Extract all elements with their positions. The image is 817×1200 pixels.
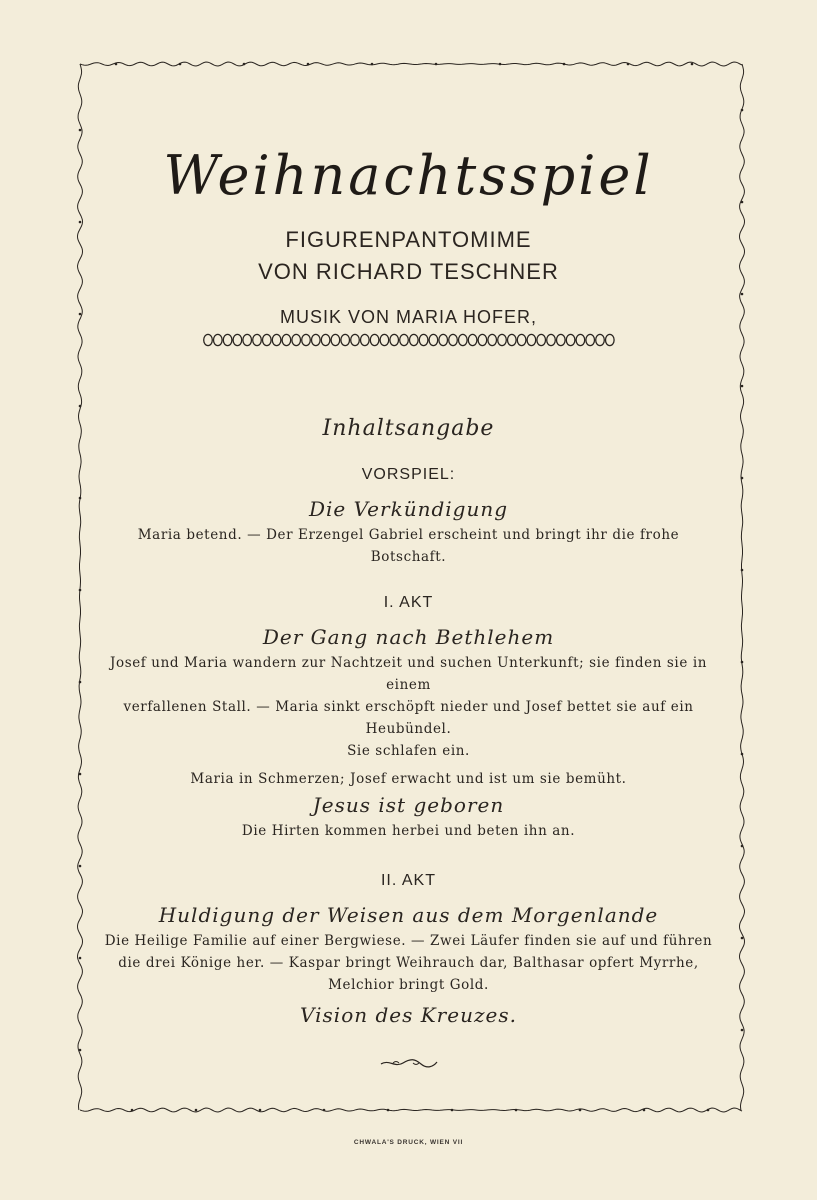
- border-dot: [741, 845, 744, 848]
- music-credit: MUSIK VON MARIA HOFER,: [279, 307, 538, 327]
- border-dot: [741, 753, 744, 756]
- border-dot: [741, 1029, 744, 1032]
- act1-label: I. AKT: [383, 594, 434, 611]
- border-dot: [451, 1109, 454, 1112]
- ornament-oval: [399, 334, 408, 345]
- act2-text-line3: Melchior bringt Gold.: [328, 977, 489, 993]
- act2-label: II. AKT: [380, 872, 436, 889]
- ornament-oval: [448, 334, 457, 345]
- ornament-oval: [419, 334, 428, 345]
- document-body: [100, 120, 717, 1070]
- ornament-oval: [213, 334, 222, 345]
- border-dot: [79, 865, 82, 868]
- ornament-oval: [331, 334, 340, 345]
- ornament-oval: [458, 334, 467, 345]
- border-dot: [79, 129, 82, 132]
- ornament-oval: [233, 334, 242, 345]
- border-dot: [79, 773, 82, 776]
- border-dot: [179, 63, 182, 66]
- ornament-oval: [429, 334, 438, 345]
- border-dot: [741, 201, 744, 204]
- border-dot: [741, 569, 744, 572]
- overview-heading: Inhaltsangabe: [322, 416, 495, 441]
- border-dot: [387, 1109, 390, 1112]
- border-dot: [259, 1109, 262, 1112]
- border-dot: [79, 957, 82, 960]
- act1-text-line4: Maria in Schmerzen; Josef erwacht und ist um sie bemüht.: [190, 771, 627, 787]
- ornament-oval: [380, 334, 389, 345]
- ornament-oval: [527, 334, 536, 345]
- act2-scene-title: Huldigung der Weisen aus dem Morgenlande: [158, 903, 659, 927]
- act1-text-line5: Die Hirten kommen herbei und beten ihn an.: [241, 823, 576, 839]
- ornament-oval: [242, 334, 251, 345]
- border-dot: [307, 63, 310, 66]
- act1-scene-title2: Jesus ist geboren: [312, 793, 505, 817]
- border-dot: [741, 293, 744, 296]
- ornament-oval: [546, 334, 555, 345]
- ornament-oval: [536, 334, 545, 345]
- printer-imprint: CHWALA'S DRUCK, WIEN VII: [353, 1139, 464, 1146]
- ornament-oval: [409, 334, 418, 345]
- prelude-text: Maria betend. — Der Erzengel Gabriel erscheint und bringt ihr die frohe Botschaft.: [137, 527, 680, 565]
- closing-flourish: [379, 1056, 439, 1070]
- prelude-label: VORSPIEL:: [361, 466, 456, 483]
- ornament-oval: [321, 334, 330, 345]
- ornament-oval: [487, 334, 496, 345]
- act1-text-line3: Sie schlafen ein.: [347, 743, 470, 759]
- border-dot: [243, 63, 246, 66]
- border-dot: [627, 63, 630, 66]
- subtitle-line2: VON RICHARD TESCHNER: [258, 259, 559, 284]
- ornament-oval: [350, 334, 359, 345]
- subtitle-line1: FIGURENPANTOMIME: [285, 227, 532, 252]
- ornament-oval: [252, 334, 261, 345]
- act1-scene-title: Der Gang nach Bethlehem: [262, 625, 555, 649]
- border-dot: [579, 1109, 582, 1112]
- ornament-oval: [468, 334, 477, 345]
- ornament-oval: [223, 334, 232, 345]
- ornament-oval: [291, 334, 300, 345]
- border-dot: [323, 1109, 326, 1112]
- border-dot: [691, 63, 694, 66]
- ornament-oval: [282, 334, 291, 345]
- border-dot: [131, 1109, 134, 1112]
- ornament-oval: [272, 334, 281, 345]
- border-dot: [499, 63, 502, 66]
- ornament-oval: [566, 334, 575, 345]
- act1-text-line2: verfallenen Stall. — Maria sinkt erschöpft nieder und Josef bettet sie auf ein Heubündel.: [123, 699, 694, 737]
- border-dot: [79, 405, 82, 408]
- ornament-oval: [301, 334, 310, 345]
- border-dot: [707, 1109, 710, 1112]
- border-dot: [79, 1049, 82, 1052]
- ornament-oval: [576, 334, 585, 345]
- ornament-oval: [203, 334, 212, 345]
- name-ornament-band: [203, 332, 615, 348]
- border-dot: [435, 63, 438, 66]
- act2-text-line1: Die Heilige Familie auf einer Bergwiese. — Zwei Läufer finden sie auf und führen: [104, 933, 713, 949]
- ornament-oval: [497, 334, 506, 345]
- border-dot: [741, 385, 744, 388]
- ornament-oval: [585, 334, 594, 345]
- border-dot: [195, 1109, 198, 1112]
- ornament-oval: [517, 334, 526, 345]
- border-dot: [79, 681, 82, 684]
- border-dot: [371, 63, 374, 66]
- ornament-oval: [507, 334, 516, 345]
- border-dot: [79, 589, 82, 592]
- act2-vision: Vision des Kreuzes.: [300, 1003, 517, 1027]
- border-dot: [741, 661, 744, 664]
- border-dot: [515, 1109, 518, 1112]
- border-vine: [740, 64, 745, 1110]
- border-dot: [79, 313, 82, 316]
- ornament-oval: [595, 334, 604, 345]
- border-dot: [79, 221, 82, 224]
- ornament-oval: [478, 334, 487, 345]
- prelude-scene-title: Die Verkündigung: [308, 497, 509, 521]
- border-dot: [741, 477, 744, 480]
- ornament-oval: [389, 334, 398, 345]
- act1-text-line1: Josef und Maria wandern zur Nachtzeit und suchen Unterkunft; sie finden sie in einem: [109, 655, 708, 693]
- ornament-oval: [370, 334, 379, 345]
- ornament-oval: [605, 334, 614, 345]
- border-dot: [79, 497, 82, 500]
- ornament-oval: [360, 334, 369, 345]
- act2-text-line2: die drei Könige her. — Kaspar bringt Weihrauch dar, Balthasar opfert Myrrhe,: [118, 955, 699, 971]
- ornament-oval: [262, 334, 271, 345]
- border-dot: [741, 109, 744, 112]
- border-dot: [741, 937, 744, 940]
- border-dot: [115, 63, 118, 66]
- ornament-oval: [311, 334, 320, 345]
- ornament-oval: [340, 334, 349, 345]
- border-dot: [563, 63, 566, 66]
- border-dot: [643, 1109, 646, 1112]
- ornament-oval: [556, 334, 565, 345]
- main-title: Weihnachtsspiel: [163, 144, 654, 207]
- ornament-oval: [438, 334, 447, 345]
